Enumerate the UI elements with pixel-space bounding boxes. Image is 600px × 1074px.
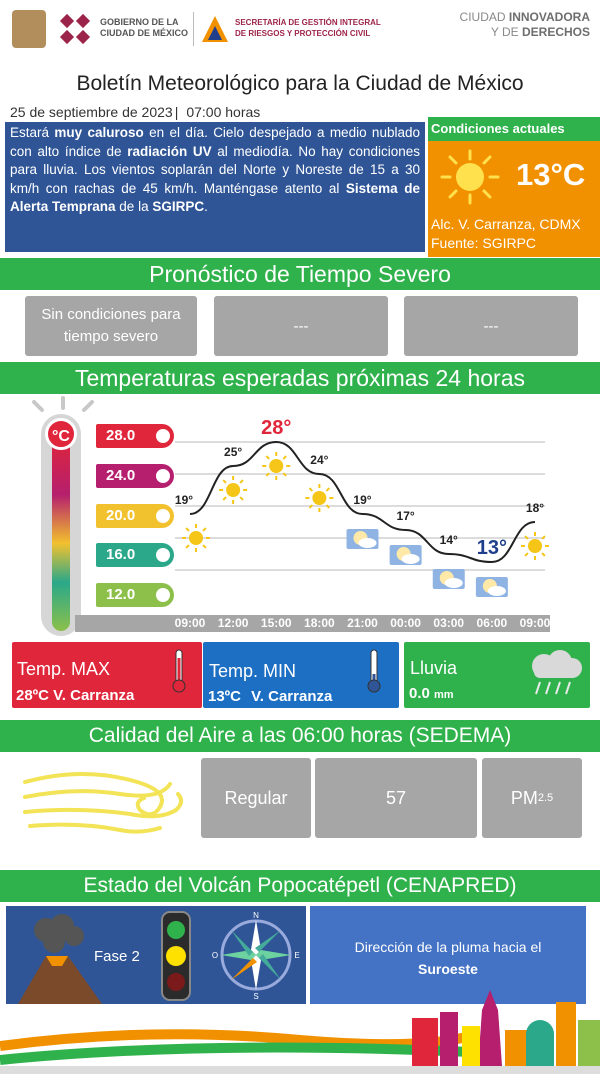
temp-data-label: 14° bbox=[439, 533, 458, 547]
summary-bold-2: radiación UV bbox=[127, 143, 212, 159]
moon-cloud-icon bbox=[347, 529, 379, 549]
thermo-label-2: 20.0 bbox=[96, 504, 174, 528]
slogan-2b: DERECHOS bbox=[521, 25, 590, 39]
mexico-seal-logo bbox=[12, 10, 46, 48]
sec-line-2: DE RIESGOS Y PROTECCIÓN CIVIL bbox=[235, 29, 371, 38]
gov-text bbox=[100, 17, 188, 39]
rain-value: 0.0 bbox=[409, 685, 430, 702]
temp-data-label: 25° bbox=[224, 445, 243, 459]
moon-cloud-icon bbox=[433, 569, 465, 589]
temp-min-card bbox=[203, 642, 399, 708]
thermo-label-1: 24.0 bbox=[96, 464, 174, 488]
slogan-1a: CIUDAD bbox=[459, 10, 509, 24]
sun-icon bbox=[521, 532, 549, 560]
summary-bold-3: Sistema de Alerta Temprana bbox=[10, 180, 420, 214]
time-label: 06:00 bbox=[476, 616, 508, 630]
sun-icon bbox=[262, 452, 290, 480]
time-label: 03:00 bbox=[433, 616, 465, 630]
temp-data-label: 17° bbox=[396, 509, 415, 523]
air-quality-box: Regular bbox=[201, 758, 311, 838]
temps-heading: Temperaturas esperadas próximas 24 horas bbox=[0, 362, 600, 394]
time-label: 00:00 bbox=[390, 616, 421, 630]
sun-icon bbox=[434, 149, 506, 205]
sgirpc-text bbox=[235, 17, 381, 39]
temp-data-label: 19° bbox=[174, 493, 194, 507]
temp-data-label: 24° bbox=[310, 453, 329, 467]
thermo-label-4: 12.0 bbox=[96, 583, 174, 607]
slogan-2a: Y DE bbox=[490, 25, 522, 39]
volcano-heading: Estado del Volcán Popocatépetl (CENAPRED) bbox=[0, 870, 600, 902]
temp-max-value: 28ºC V. Carranza bbox=[16, 687, 135, 704]
sun-icon bbox=[305, 484, 333, 512]
severe-box-1: Sin condiciones para tiempo severo bbox=[25, 296, 197, 356]
current-source: Fuente: SGIRPC bbox=[431, 235, 537, 251]
severe-box-3: --- bbox=[404, 296, 578, 356]
slogan bbox=[460, 10, 590, 40]
cdmx-logo-icon bbox=[56, 10, 94, 48]
compass-s: S bbox=[253, 992, 259, 1000]
plume-text: Dirección de la pluma hacia el bbox=[354, 939, 542, 955]
severe-box-2: --- bbox=[214, 296, 388, 356]
temp-max-title: Temp. MAX bbox=[17, 659, 111, 679]
compass-e: E bbox=[294, 951, 300, 960]
time-label: 09:00 bbox=[519, 616, 551, 630]
temp-max-card bbox=[12, 642, 202, 708]
time-label: 18:00 bbox=[304, 616, 335, 630]
celsius-badge: °C bbox=[45, 418, 77, 450]
summary-text-3: al mediodía. No hay condiciones para lluvia. Los vientos soplarán del Norte y Noreste de 15 a 30 km/h con rachas de 45 km/h. Manténgase atento al bbox=[10, 143, 421, 196]
sun-icon bbox=[219, 476, 247, 504]
wind-icon bbox=[20, 762, 190, 842]
air-pollutant-box bbox=[482, 758, 582, 838]
page-title: Boletín Meteorológico para la Ciudad de México bbox=[76, 72, 524, 95]
time-label: 09:00 bbox=[174, 616, 206, 630]
thermometer-cold-icon bbox=[365, 648, 383, 694]
temp-data-label: 13° bbox=[476, 537, 507, 559]
header-bar bbox=[0, 0, 600, 58]
temp-min-title: Temp. MIN bbox=[209, 661, 297, 681]
summary-text-2: en el día. Cielo despejado a medio nublado con alto índice de bbox=[10, 125, 420, 159]
summary-text-1: Estará bbox=[10, 125, 55, 140]
sec-line-1: SECRETARÍA DE GESTIÓN INTEGRAL bbox=[235, 18, 381, 27]
air-heading: Calidad del Aire a las 06:00 horas (SEDEMA) bbox=[0, 720, 600, 752]
bulletin-time: 07:00 horas bbox=[186, 104, 261, 120]
air-index-box: 57 bbox=[315, 758, 477, 838]
summary-bold-1: muy caluroso bbox=[54, 125, 144, 140]
severe-heading: Pronóstico de Tiempo Severo bbox=[0, 258, 600, 290]
pollutant-name: PM bbox=[510, 787, 538, 808]
compass-icon bbox=[211, 910, 301, 1000]
compass-o: O bbox=[211, 951, 219, 960]
temp-min-location: V. Carranza bbox=[251, 688, 333, 705]
time-label: 15:00 bbox=[260, 616, 292, 630]
gov-line-1: GOBIERNO DE LA bbox=[100, 17, 179, 27]
temp-min-value: 13ºC bbox=[208, 688, 241, 705]
time-label: 12:00 bbox=[217, 616, 249, 630]
summary-box bbox=[5, 122, 425, 252]
bulletin-date: 25 de septiembre de 2023 bbox=[10, 104, 173, 120]
date-line: 25 de septiembre de 2023 | 07:00 horas bbox=[10, 104, 261, 120]
moon-cloud-icon bbox=[390, 545, 422, 565]
temp-data-label: 19° bbox=[353, 493, 372, 507]
footer-city-graphic bbox=[0, 990, 600, 1074]
thermo-label-3: 16.0 bbox=[96, 543, 174, 567]
moon-cloud-icon bbox=[476, 577, 508, 597]
gov-line-2: CIUDAD DE MÉXICO bbox=[100, 28, 189, 38]
temp-data-label: 18° bbox=[525, 501, 545, 515]
summary-text-5: . bbox=[204, 199, 208, 214]
summary-text-4: de la bbox=[115, 199, 153, 214]
plume-direction: Suroeste bbox=[418, 961, 478, 977]
current-location: Alc. V. Carranza, CDMX bbox=[431, 216, 581, 232]
thermo-label-0: 28.0 bbox=[96, 424, 174, 448]
volcano-phase: Fase 2 bbox=[94, 948, 140, 965]
rain-unit: mm bbox=[434, 689, 454, 701]
thermometer-hot-icon bbox=[170, 648, 188, 694]
slogan-1b: INNOVADORA bbox=[508, 10, 590, 24]
compass-n: N bbox=[253, 911, 259, 920]
current-conditions-panel bbox=[428, 117, 600, 257]
sgirpc-logo-icon bbox=[200, 14, 230, 44]
rain-title: Lluvia bbox=[410, 658, 458, 678]
temp-data-label: 28° bbox=[261, 417, 292, 439]
temperature-chart bbox=[0, 396, 600, 632]
current-temp: 13°C bbox=[516, 157, 586, 192]
pollutant-sub: 2.5 bbox=[537, 792, 554, 804]
time-label: 21:00 bbox=[347, 616, 378, 630]
current-label: Condiciones actuales bbox=[428, 117, 600, 141]
rain-cloud-icon bbox=[524, 648, 586, 700]
summary-bold-4: SGIRPC bbox=[152, 199, 205, 214]
rain-card bbox=[404, 642, 590, 708]
